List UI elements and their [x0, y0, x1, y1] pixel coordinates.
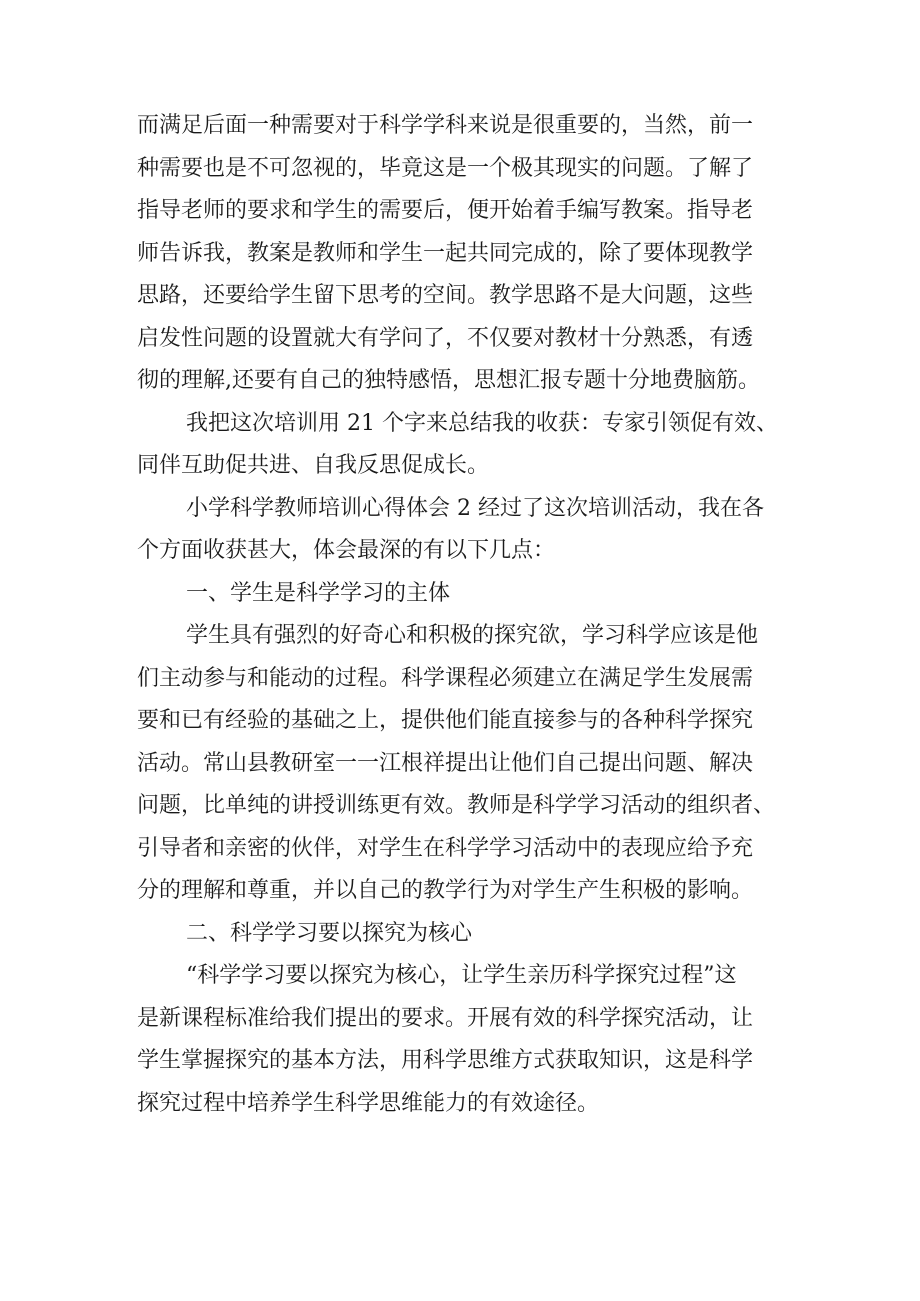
text-line: 而满足后面一种需要对于科学学科来说是很重要的，当然，前一 — [137, 113, 754, 138]
text-line: 种需要也是不可忽视的，毕竟这是一个极其现实的问题。了解了 — [137, 155, 754, 181]
text-line: 引导者和亲密的伙伴，对学生在科学学习活动中的表现应给予充 — [137, 835, 754, 861]
text-line: 要和已有经验的基础之上，提供他们能直接参与的各种科学探究 — [137, 708, 754, 733]
text-line: 启发性问题的设置就大有学问了，不仅要对教材十分熟悉，有透 — [137, 325, 754, 351]
paragraph-first-line: 我把这次培训用 21 个字来总结我的收获：专家引领促有效、 — [186, 410, 778, 436]
text-line: 分的理解和尊重，并以自己的教学行为对学生产生积极的影响。 — [137, 878, 754, 903]
text-line: 问题，比单纯的讲授训练更有效。教师是科学学习活动的组织者、 — [137, 793, 776, 818]
text-line: 彻的理解,还要有自己的独特感悟，思想汇报专题十分地费脑筋。 — [137, 368, 760, 393]
text-line: 同伴互助促共进、自我反思促成长。 — [137, 453, 490, 478]
text-line: 个方面收获甚大，体会最深的有以下几点： — [137, 538, 556, 563]
paragraph-first-line: “科学学习要以探究为核心，让学生亲历科学探究过程”这 — [186, 963, 737, 988]
text-line: 活动。常山县教研室一一江根祥提出让他们自己提出问题、解决 — [137, 750, 754, 776]
text-line: 是新课程标准给我们提出的要求。开展有效的科学探究活动，让 — [137, 1005, 754, 1031]
document-body — [137, 105, 797, 1125]
section-heading: 二、科学学习要以探究为核心 — [186, 920, 473, 946]
text-line: 指导老师的要求和学生的需要后，便开始着手编写教案。指导老 — [137, 198, 754, 223]
text-line: 思路，还要给学生留下思考的空间。教学思路不是大问题，这些 — [137, 283, 754, 308]
text-line: 师告诉我，教案是教师和学生一起共同完成的，除了要体现教学 — [137, 240, 754, 266]
paragraph-first-line: 学生具有强烈的好奇心和积极的探究欲，学习科学应该是他 — [186, 623, 759, 648]
section-heading: 一、学生是科学学习的主体 — [186, 580, 451, 606]
text-line: 学生掌握探究的基本方法，用科学思维方式获取知识，这是科学 — [137, 1048, 754, 1073]
paragraph-first-line: 小学科学教师培训心得体会 2 经过了这次培训活动，我在各 — [186, 495, 764, 521]
text-line: 们主动参与和能动的过程。科学课程必须建立在满足学生发展需 — [137, 665, 754, 691]
text-line: 探究过程中培养学生科学思维能力的有效途径。 — [137, 1090, 600, 1116]
